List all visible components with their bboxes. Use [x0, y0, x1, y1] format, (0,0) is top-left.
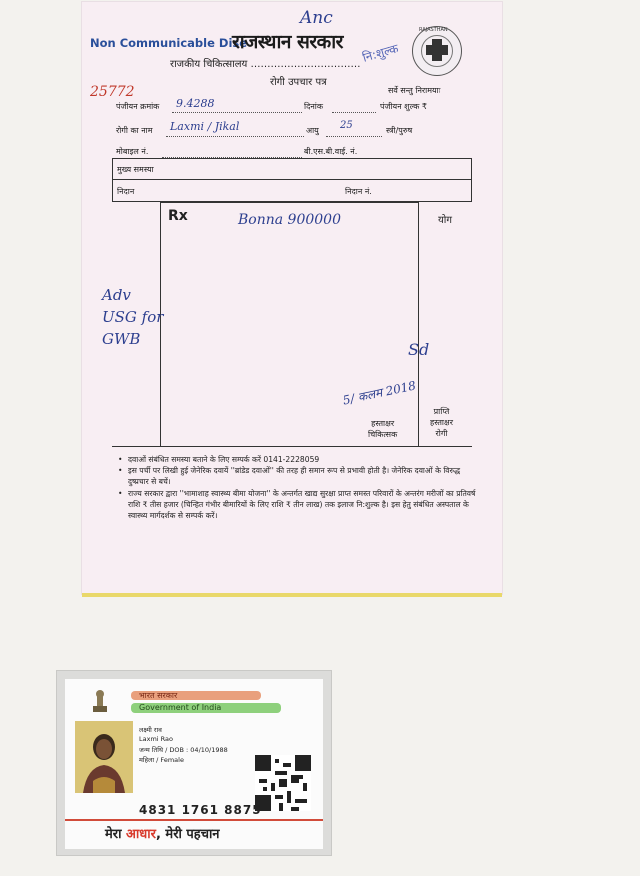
motto: सर्वे सन्तु निरामयाः [388, 86, 441, 95]
diagnosis-label: निदान [117, 187, 135, 196]
program-title: Non Communicable Dise [90, 36, 248, 50]
name-english: Laxmi Rao [139, 735, 173, 743]
gov-hindi: भारत सरकार [139, 691, 178, 700]
name-hindi: लक्ष्मी राव [139, 726, 162, 734]
rx-symbol: Rx [168, 208, 188, 224]
problem-diagnosis-box [112, 158, 472, 202]
mobile-label: मोबाइल नं. [116, 147, 149, 156]
emblem-icon [89, 689, 111, 717]
diagnosis-no-label: निदान नं. [345, 187, 372, 196]
note-item: • दवाओं संबंधित समस्या बताने के लिए सम्पर्क करें 0141-2228059 [118, 454, 478, 465]
handwritten-note: Adv USG for GWB [102, 286, 164, 348]
note-item: • राज्य सरकार द्वारा ''भामाशाह स्वास्थ्य बीमा योजना'' के अन्तर्गत खाद्य सुरक्षा प्राप्त समस्त परिवारों के अन्तरंग मरीजों का प्रतिवर्ष राशि ₹ तीस हजार (चिन्हित गंभीर बीमारियों के लिए राशि ₹ तीन लाख) तक इलाज नि:शुल्क है। इस हेतु संबंधित अस्पताल के स्वास्थ्य मार्गदर्शक से सम्पर्क करें। [118, 488, 478, 522]
aadhaar-number: 4831 1761 8875 [139, 803, 262, 817]
aadhaar-card [56, 670, 332, 856]
main-problem-label: मुख्य समस्या [117, 165, 154, 174]
free-stamp: नि:शुल्क [360, 41, 400, 65]
date-label: दिनांक [304, 102, 323, 111]
form-name: रोगी उपचार पत्र [270, 77, 327, 88]
reg-no-label: पंजीयन क्रमांक [116, 102, 160, 111]
age-label: आयु [306, 126, 319, 135]
seal-text: RAJASTHAN [419, 27, 448, 33]
rx-handwriting: Bonna 900000 [238, 212, 341, 228]
receipt-label: प्राप्ति हस्ताक्षर रोगी [430, 407, 453, 438]
prescription-slip [82, 2, 502, 594]
doctor-signature: Sd [408, 340, 430, 359]
handwritten-initial: Anc [300, 8, 333, 28]
notes-list [118, 454, 478, 521]
handwritten-date: 5/ कलम 2018 [341, 378, 418, 408]
age-value: 25 [340, 120, 353, 131]
qr-code-icon [255, 755, 311, 811]
patient-name-value: Laxmi / Jikal [170, 120, 240, 133]
bsby-label: बी.एस.बी.वाई. नं. [304, 147, 358, 156]
reg-fee-label: पंजीयन शुल्क ₹ [380, 102, 427, 111]
handwritten-serial: 25772 [90, 84, 135, 100]
slip-edge [82, 593, 502, 597]
main-title: राजस्थान सरकार [232, 31, 343, 53]
aadhaar-slogan: मेरा आधार, मेरी पहचान [105, 827, 220, 842]
gender: महिला / Female [139, 756, 184, 764]
doctor-sign-label: हस्ताक्षर चिकित्सक [368, 419, 398, 439]
holder-photo [75, 721, 133, 793]
note-item: • इस पर्ची पर लिखी हुई जेनेरिक दवायें ''ब्रांडेड दवाओं'' की तरह ही समान रूप से प्रभावी होती है। जेनेरिक दवाओं के विरुद्ध दुष्प्रचार से बचें। [118, 465, 478, 487]
gender-label: स्त्री/पुरुष [386, 126, 413, 135]
hospital-line: राजकीय चिकित्सालय …………………………… [170, 59, 361, 70]
gov-english: Government of India [139, 703, 222, 712]
dob: जन्म तिथि / DOB : 04/10/1988 [139, 746, 228, 754]
reg-no-value: 9.4288 [176, 97, 215, 110]
yog-label: योग [438, 215, 453, 226]
rajasthan-seal-icon [412, 26, 462, 76]
patient-name-label: रोगी का नाम [116, 126, 153, 135]
